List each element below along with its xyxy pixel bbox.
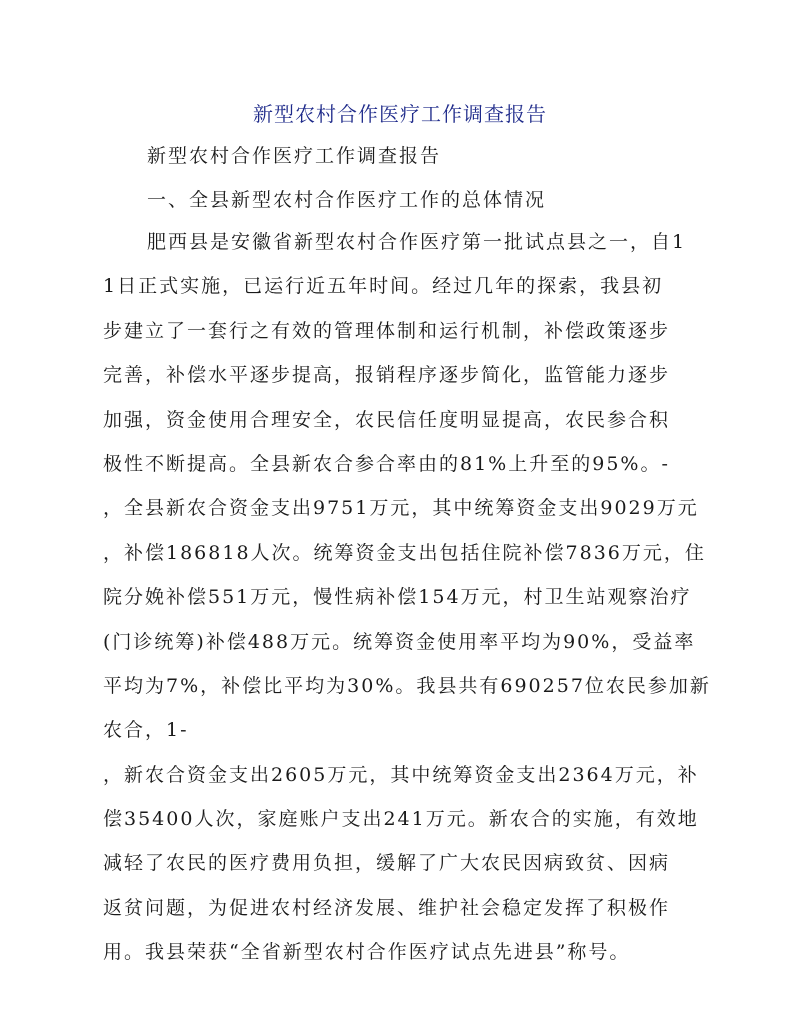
- paragraph-line: 完善，补偿水平逐步提高，报销程序逐步简化，监管能力逐步: [103, 364, 671, 387]
- paragraph-line: 偿35400人次，家庭账户支出241万元。新农合的实施，有效地: [103, 808, 699, 831]
- paragraph-line: 加强，资金使用合理安全，农民信任度明显提高，农民参合积: [103, 408, 671, 431]
- paragraph-line: ，新农合资金支出2605万元，其中统筹资金支出2364万元，补: [103, 763, 699, 786]
- paragraph-line: 用。我县荣获“全省新型农村合作医疗试点先进县”称号。: [103, 941, 631, 964]
- paragraph-line: 农合，1-: [103, 719, 189, 742]
- paragraph-line: 步建立了一套行之有效的管理体制和运行机制，补偿政策逐步: [103, 319, 671, 342]
- paragraph-line: (门诊统筹)补偿488万元。统筹资金使用率平均为90%，受益率: [103, 630, 696, 653]
- paragraph-line: 平均为7%，补偿比平均为30%。我县共有690257位农民参加新: [103, 674, 711, 697]
- paragraph-line: 肥西县是安徽省新型农村合作医疗第一批试点县之一，自1: [147, 231, 687, 253]
- paragraph-line: 1日正式实施，已运行近五年时间。经过几年的探索，我县初: [103, 275, 664, 298]
- paragraph-line: 减轻了农民的医疗费用负担，缓解了广大农民因病致贫、因病: [103, 852, 671, 875]
- paragraph-line: 返贫问题，为促进农村经济发展、维护社会稳定发挥了积极作: [103, 896, 671, 919]
- document-subtitle: 新型农村合作医疗工作调查报告: [147, 145, 442, 167]
- paragraph-line: 院分娩补偿551万元，慢性病补偿154万元，村卫生站观察治疗: [103, 586, 692, 609]
- body-paragraph: [103, 228, 711, 983]
- document-title: 新型农村合作医疗工作调查报告: [253, 102, 547, 126]
- paragraph-line: ，全县新农合资金支出9751万元，其中统筹资金支出9029万元: [103, 497, 699, 520]
- paragraph-line: 极性不断提高。全县新农合参合率由的81%上升至的95%。-: [103, 452, 670, 475]
- paragraph-line: ，补偿186818人次。统筹资金支出包括住院补偿7836万元，住: [103, 541, 706, 564]
- section-heading: 一、全县新型农村合作医疗工作的总体情况: [147, 189, 547, 211]
